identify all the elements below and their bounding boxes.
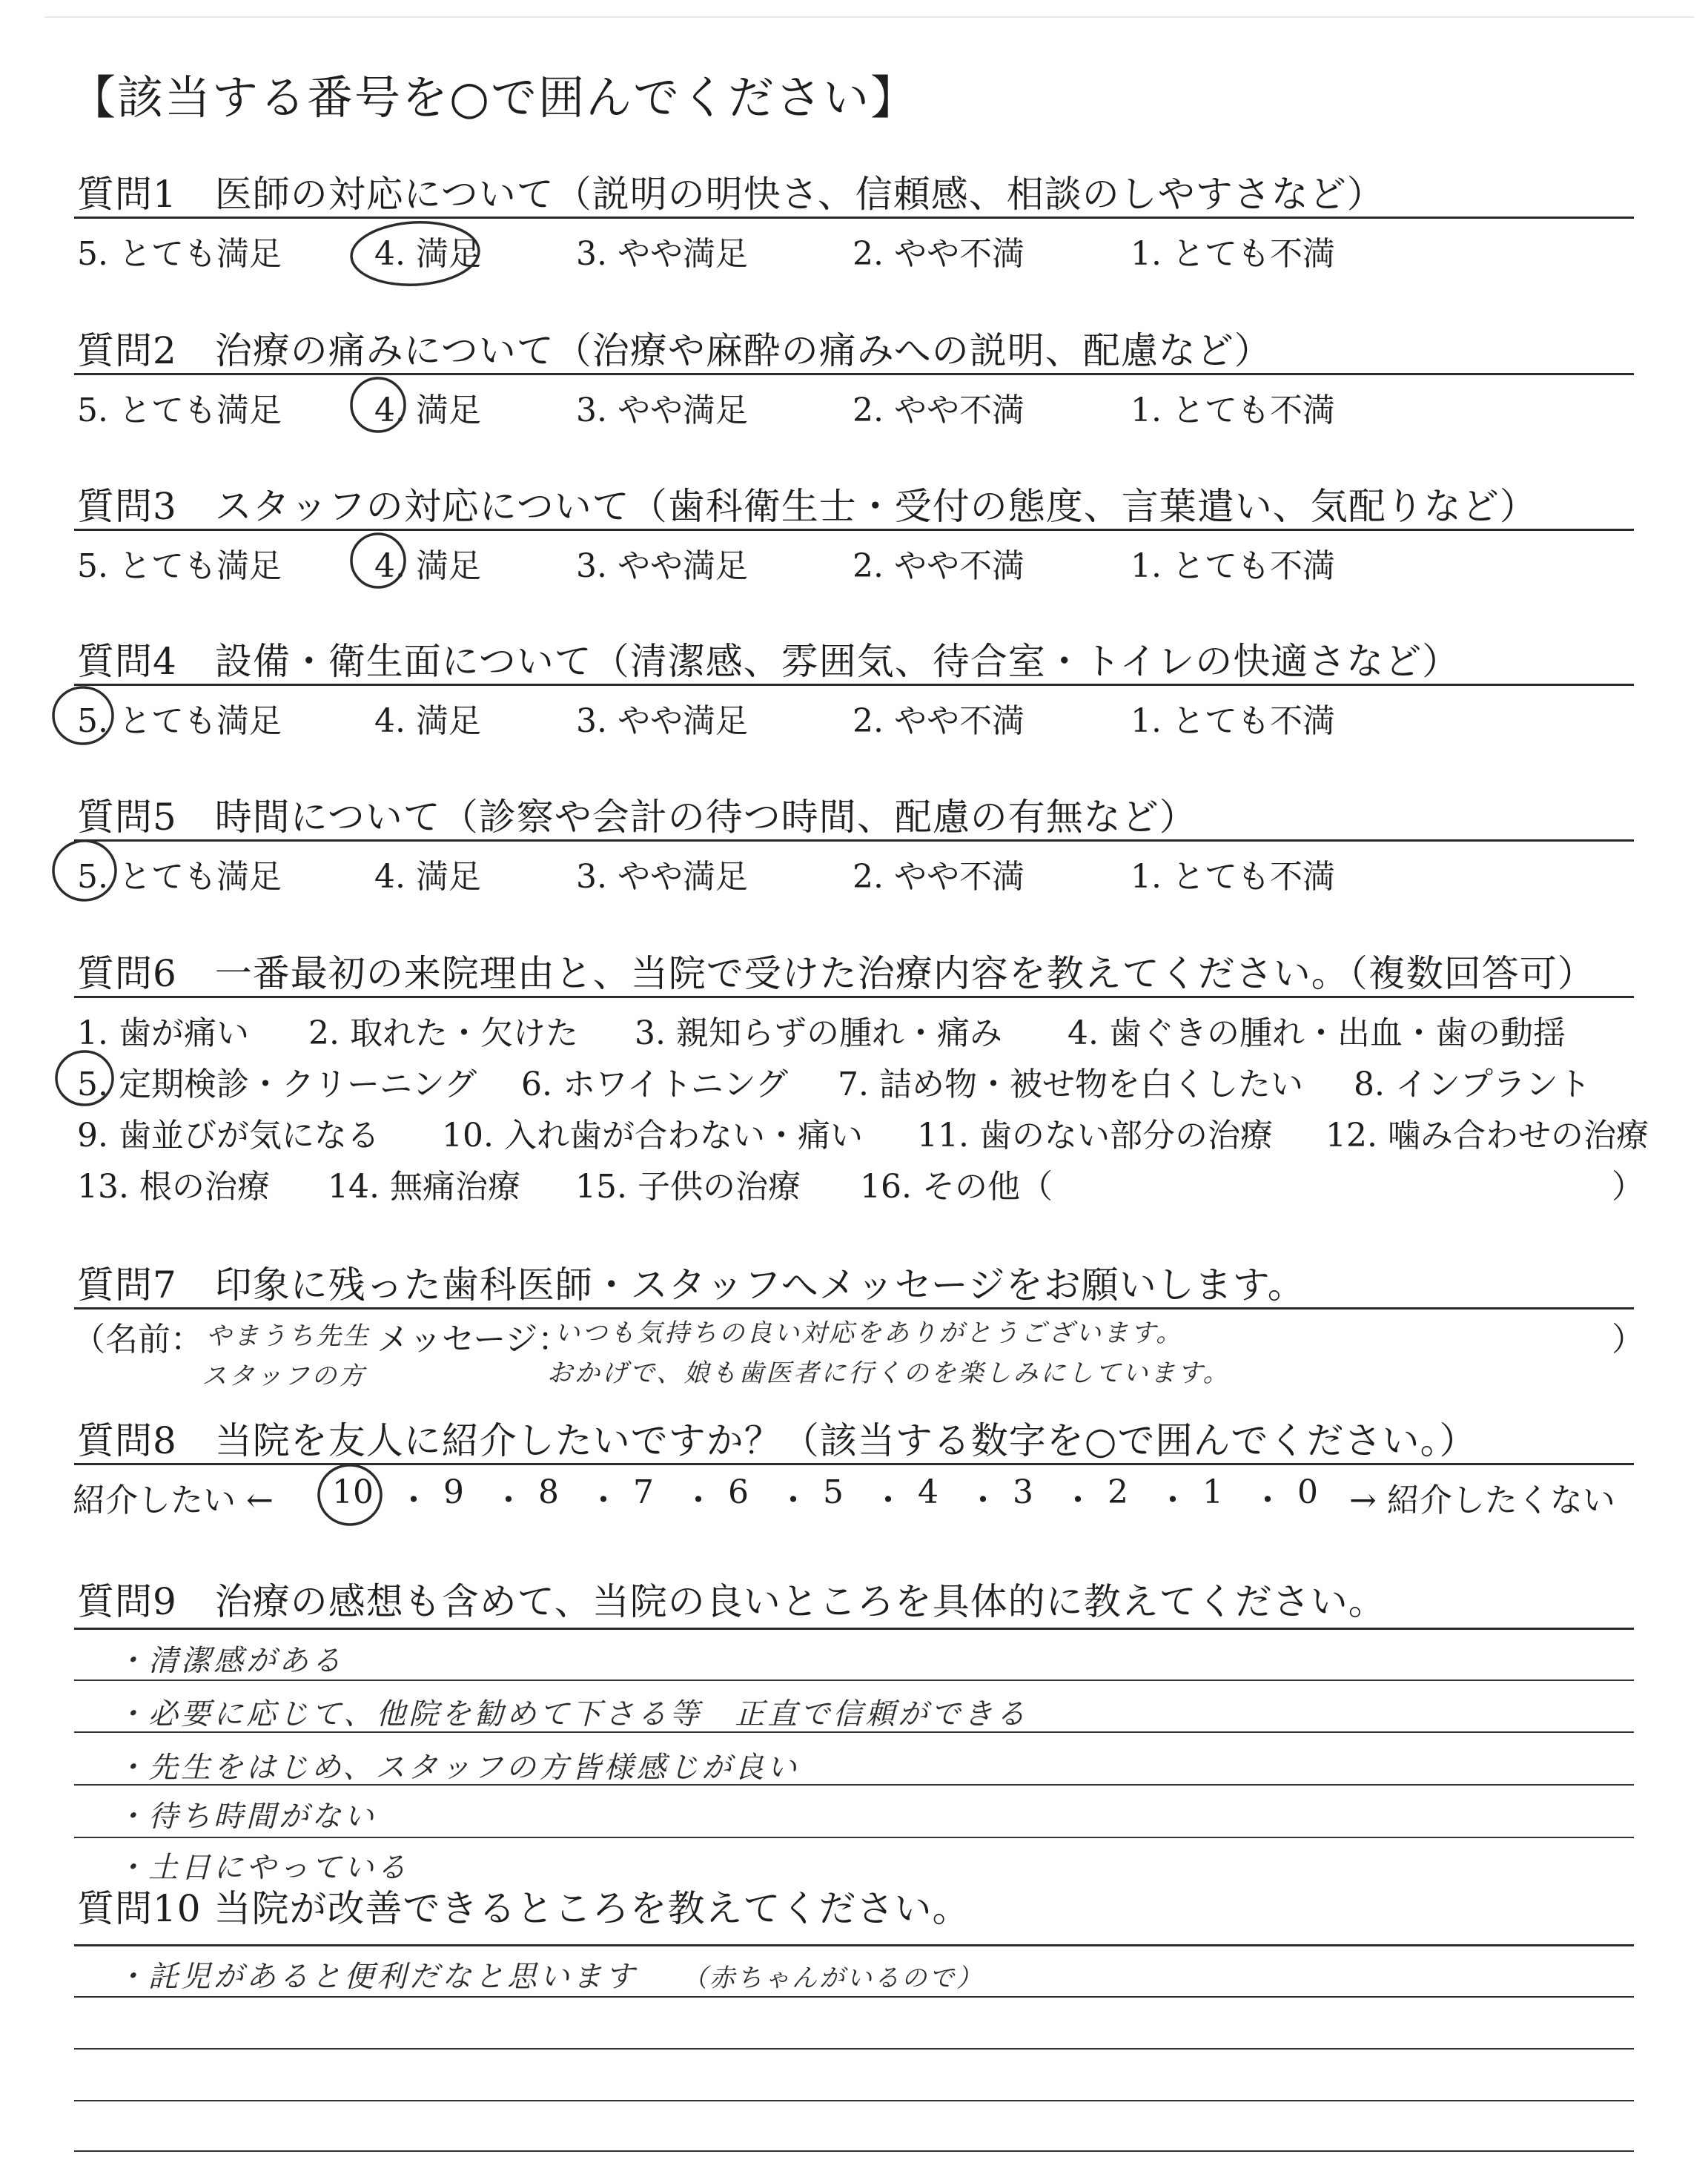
q7-name-label: （名前： <box>73 1321 203 1358</box>
q6-option-3[interactable]: 3. 親知らずの腫れ・痛み <box>635 1014 1002 1052</box>
q6-option-11[interactable]: 11. 歯のない部分の治療 <box>917 1117 1273 1155</box>
q8-score-4[interactable]: 4 <box>918 1473 939 1511</box>
q3-option-5[interactable]: 5. とても満足 <box>77 547 282 585</box>
q9-answer-4: ・待ち時間がない <box>116 1800 377 1834</box>
q8-score-0[interactable]: 0 <box>1297 1473 1318 1511</box>
q7-message-line-2: おかげで、娘も歯医者に行くのを楽しみにしています。 <box>547 1358 1231 1388</box>
question-5-rule <box>74 839 1634 842</box>
q7-close-paren: ） <box>1612 1321 1644 1358</box>
question-9-title: 質問9 治療の感想も含めて、当院の良いところを具体的に教えてください。 <box>77 1580 1386 1623</box>
q10-writing-line <box>74 1996 1634 1998</box>
q8-separator: ・ <box>1251 1482 1284 1519</box>
q8-separator: ・ <box>967 1482 999 1519</box>
q3-option-3[interactable]: 3. やや満足 <box>576 547 748 585</box>
q2-option-1[interactable]: 1. とても不満 <box>1131 392 1335 429</box>
q1-option-3[interactable]: 3. やや満足 <box>576 235 748 273</box>
q9-answer-2: ・必要に応じて、他院を勧めて下さる等 正直で信頼ができる <box>116 1697 1029 1731</box>
q3-option-1[interactable]: 1. とても不満 <box>1131 547 1335 585</box>
q10-answer-1: ・託児があると便利だなと思います <box>116 1960 638 1994</box>
q6-option-12[interactable]: 12. 噛み合わせの治療 <box>1325 1117 1649 1155</box>
q7-message-line-1: いつも気持ちの良い対応をありがとうございます。 <box>555 1318 1184 1348</box>
q8-separator: ・ <box>1156 1482 1189 1519</box>
question-4-title: 質問4 設備・衛生面について（清潔感、雰囲気、待合室・トイレの快適さなど） <box>77 640 1460 683</box>
q6-option-14[interactable]: 14. 無痛治療 <box>328 1168 520 1206</box>
q8-separator: ・ <box>397 1482 430 1519</box>
q4-option-2[interactable]: 2. やや不満 <box>853 702 1025 740</box>
question-6-rule <box>74 996 1634 998</box>
q5-option-2[interactable]: 2. やや不満 <box>853 858 1025 896</box>
q9-answer-1: ・清潔感がある <box>116 1644 344 1678</box>
q6-option-5[interactable]: 5. 定期検診・クリーニング <box>77 1066 477 1103</box>
q8-separator: ・ <box>682 1482 715 1519</box>
question-5-title: 質問5 時間について（診察や会計の待つ時間、配慮の有無など） <box>77 796 1197 839</box>
q6-option-1[interactable]: 1. 歯が痛い <box>77 1014 249 1052</box>
q8-score-8[interactable]: 8 <box>538 1473 559 1511</box>
q9-writing-line <box>74 1731 1634 1733</box>
q2-option-5[interactable]: 5. とても満足 <box>77 392 282 429</box>
q6-option-4[interactable]: 4. 歯ぐきの腫れ・出血・歯の動揺 <box>1068 1014 1566 1052</box>
q4-option-3[interactable]: 3. やや満足 <box>576 702 748 740</box>
q6-option-10[interactable]: 10. 入れ歯が合わない・痛い <box>442 1117 863 1155</box>
q7-name-value-1: やまうち先生 <box>206 1321 371 1351</box>
q8-separator: ・ <box>872 1482 904 1519</box>
q4-option-5[interactable]: 5. とても満足 <box>77 702 282 740</box>
q6-option-6[interactable]: 6. ホワイトニング <box>521 1066 789 1103</box>
q2-option-4[interactable]: 4. 満足 <box>374 392 481 429</box>
q5-option-3[interactable]: 3. やや満足 <box>576 858 748 896</box>
q6-other-close-paren: ） <box>1612 1168 1644 1206</box>
q10-writing-line <box>74 2048 1634 2050</box>
question-3-rule <box>74 529 1634 531</box>
q7-message-label: メッセージ： <box>377 1321 571 1358</box>
top-edge <box>44 16 1694 18</box>
question-7-rule <box>74 1307 1634 1309</box>
q8-score-7[interactable]: 7 <box>633 1473 654 1511</box>
question-7-title: 質問7 印象に残った歯科医師・スタッフへメッセージをお願いします。 <box>77 1264 1305 1307</box>
q9-answer-3: ・先生をはじめ、スタッフの方皆様感じが良い <box>116 1751 800 1785</box>
q8-score-3[interactable]: 3 <box>1013 1473 1033 1511</box>
q4-option-1[interactable]: 1. とても不満 <box>1131 702 1335 740</box>
question-8-rule <box>74 1463 1634 1465</box>
question-6-title: 質問6 一番最初の来院理由と、当院で受けた治療内容を教えてください。（複数回答可） <box>77 952 1595 995</box>
q6-option-9[interactable]: 9. 歯並びが気になる <box>77 1117 380 1155</box>
q3-option-4[interactable]: 4. 満足 <box>374 547 481 585</box>
q9-writing-line <box>74 1837 1634 1838</box>
question-4-rule <box>74 684 1634 686</box>
q6-option-7[interactable]: 7. 詰め物・被せ物を白くしたい <box>838 1066 1303 1103</box>
q8-separator: ・ <box>492 1482 525 1519</box>
q9-answer-5: ・土日にやっている <box>116 1851 409 1885</box>
q9-writing-line <box>74 1784 1634 1786</box>
q4-option-4[interactable]: 4. 満足 <box>374 702 481 740</box>
q1-option-1[interactable]: 1. とても不満 <box>1131 235 1335 273</box>
question-1-title: 質問1 医師の対応について（説明の明快さ、信頼感、相談のしやすさなど） <box>77 173 1385 216</box>
q8-score-9[interactable]: 9 <box>443 1473 464 1511</box>
q1-option-5[interactable]: 5. とても満足 <box>77 235 282 273</box>
q2-option-2[interactable]: 2. やや不満 <box>853 392 1025 429</box>
question-2-rule <box>74 373 1634 375</box>
question-1-rule <box>74 217 1634 219</box>
q5-option-4[interactable]: 4. 満足 <box>374 858 481 896</box>
q8-score-1[interactable]: 1 <box>1202 1473 1223 1511</box>
q10-writing-line <box>74 2100 1634 2101</box>
q8-left-label: 紹介したい ← <box>73 1482 274 1519</box>
q8-score-2[interactable]: 2 <box>1108 1473 1128 1511</box>
question-2-title: 質問2 治療の痛みについて（治療や麻酔の痛みへの説明、配慮など） <box>77 329 1272 372</box>
q8-right-label: → 紹介したくない <box>1349 1482 1615 1519</box>
q2-option-3[interactable]: 3. やや満足 <box>576 392 748 429</box>
q6-option-8[interactable]: 8. インプラント <box>1354 1066 1591 1103</box>
q5-option-1[interactable]: 1. とても不満 <box>1131 858 1335 896</box>
q7-name-value-2: スタッフの方 <box>202 1361 366 1391</box>
q6-option-16[interactable]: 16. その他（ <box>860 1168 1053 1206</box>
question-3-title: 質問3 スタッフの対応について（歯科衛生士・受付の態度、言葉遣い、気配りなど） <box>77 485 1537 528</box>
question-10-title: 質問10 当院が改善できるところを教えてください。 <box>77 1887 970 1930</box>
q8-score-6[interactable]: 6 <box>728 1473 749 1511</box>
q8-separator: ・ <box>587 1482 620 1519</box>
q8-separator: ・ <box>777 1482 810 1519</box>
q8-score-5[interactable]: 5 <box>823 1473 844 1511</box>
q5-option-5[interactable]: 5. とても満足 <box>77 858 282 896</box>
q1-option-2[interactable]: 2. やや不満 <box>853 235 1025 273</box>
q3-option-2[interactable]: 2. やや不満 <box>853 547 1025 585</box>
instruction-header: 【該当する番号を○で囲んでください】 <box>70 70 918 125</box>
question-10-rule <box>74 1944 1634 1946</box>
q10-writing-line <box>74 2150 1634 2152</box>
q1-option-4[interactable]: 4. 満足 <box>374 235 481 273</box>
question-9-rule <box>74 1628 1634 1630</box>
q9-writing-line <box>74 1680 1634 1681</box>
q8-score-10[interactable]: 10 <box>332 1473 374 1511</box>
q6-option-15[interactable]: 15. 子供の治療 <box>575 1168 801 1206</box>
q6-option-13[interactable]: 13. 根の治療 <box>77 1168 270 1206</box>
q10-answer-note: （赤ちゃんがいるので） <box>682 1964 984 1993</box>
q6-option-2[interactable]: 2. 取れた・欠けた <box>308 1014 578 1052</box>
q8-separator: ・ <box>1062 1482 1094 1519</box>
question-8-title: 質問8 当院を友人に紹介したいですか？（該当する数字を○で囲んでください。） <box>77 1419 1477 1462</box>
